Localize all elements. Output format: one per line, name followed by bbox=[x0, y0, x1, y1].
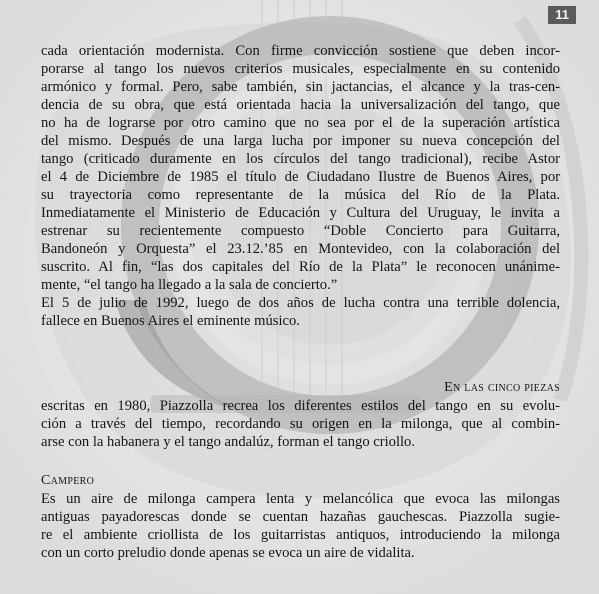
page-number-badge: 11 bbox=[548, 6, 576, 24]
text-line: su trayectoria como representante de la música del Río de la Plata. bbox=[41, 187, 560, 203]
text-line: no ha de lograrse por otro camino que no sea por el de la superación artística bbox=[41, 115, 560, 131]
section-heading: Campero bbox=[41, 473, 95, 488]
text-line: ción a través del tiempo, recordando su origen en la milonga, que al combin- bbox=[41, 416, 560, 432]
text-line: Bandoneón y Orquesta” el 23.12.’85 en Montevideo, con la colaboración del bbox=[41, 241, 560, 257]
text-line: armónico y formal. Pero, sabe también, sin jactancias, el alcance y la tras-cen- bbox=[41, 79, 560, 95]
section-heading: En las cinco piezas bbox=[444, 380, 560, 395]
text-line: tango (criticado duramente en los círculos del tango tradicional), recibe Astor bbox=[41, 151, 560, 167]
text-line: re el ambiente criollista de los guitarristas antiquos, introduciendo la milonga bbox=[41, 527, 560, 543]
text-line: el 4 de Diciembre de 1985 el título de Ciudadano Ilustre de Buenos Aires, por bbox=[41, 169, 560, 185]
text-line: porarse al tango los nuevos criterios musicales, especialmente en su contenido bbox=[41, 61, 560, 77]
main-paragraph bbox=[41, 42, 560, 330]
text-line: cada orientación modernista. Con firme convicción sostiene que deben incor- bbox=[41, 43, 560, 59]
text-line: Es un aire de milonga campera lenta y melancólica que evoca las milongas bbox=[41, 491, 560, 507]
text-line: estrenar su recientemente compuesto “Doble Concierto para Guitarra, bbox=[41, 223, 560, 239]
text-line: El 5 de julio de 1992, luego de dos años de lucha contra una terrible dolencia, bbox=[41, 295, 560, 311]
text-line: con un corto preludio donde apenas se evoca un aire de vidalita. bbox=[41, 545, 415, 561]
text-line: dencia de su obra, que está orientada hacia la universalización del tango, que bbox=[41, 97, 560, 113]
section-campero bbox=[41, 472, 560, 562]
section-cinco-piezas bbox=[41, 379, 560, 451]
text-line: antiguas payadorescas donde se cuentan hazañas gauchescas. Piazzolla sugie- bbox=[41, 509, 560, 525]
text-line: del mismo. Después de una larga lucha por imponer su nueva concepción del bbox=[41, 133, 560, 149]
text-line: escritas en 1980, Piazzolla recrea los diferentes estilos del tango en su evolu- bbox=[41, 398, 560, 414]
text-line: arse con la habanera y el tango andalúz, forman el tango criollo. bbox=[41, 434, 416, 450]
text-line: suscrito. Al fin, “las dos capitales del Río de la Plata” le reconocen unánime- bbox=[41, 259, 560, 275]
text-line: Inmediatamente el Ministerio de Educación y Cultura del Uruguay, le invita a bbox=[41, 205, 560, 221]
text-line: mente, “el tango ha llegado a la sala de concierto.” bbox=[41, 277, 338, 293]
text-line: fallece en Buenos Aires el eminente músico. bbox=[41, 313, 300, 329]
